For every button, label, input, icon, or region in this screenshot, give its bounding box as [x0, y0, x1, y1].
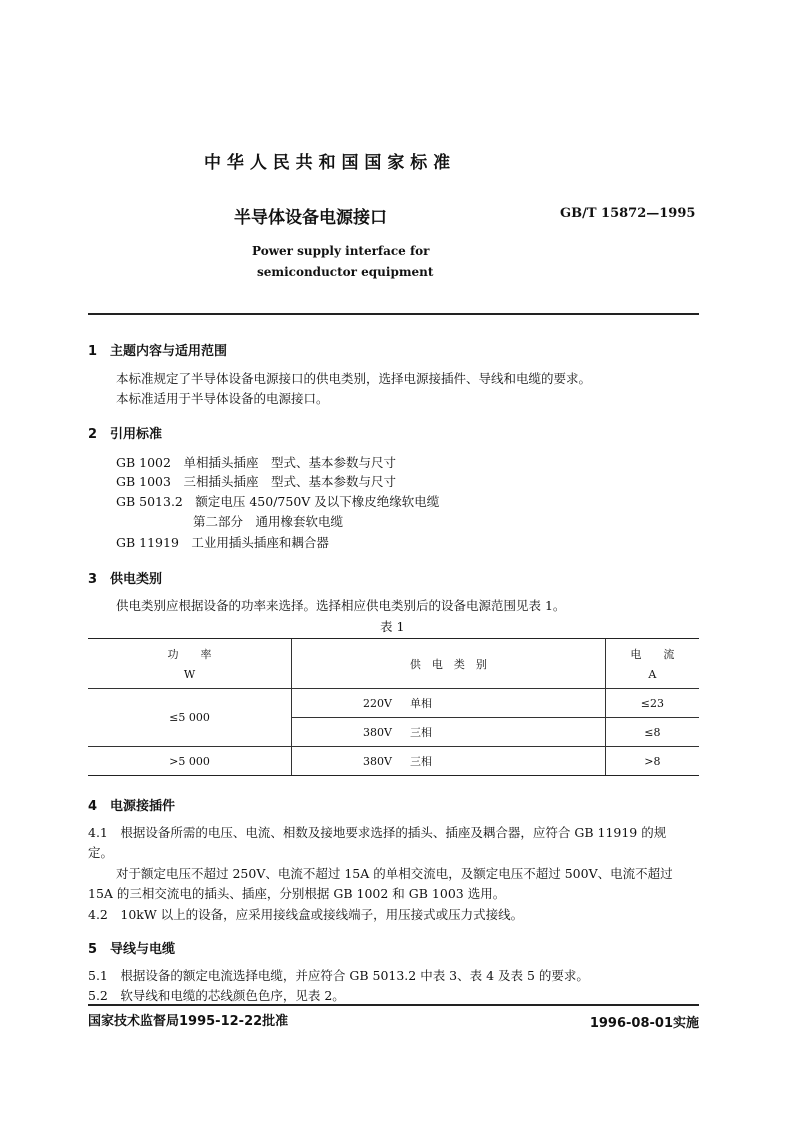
- section-3-para-1: 供电类别应根据设备的功率来选择。选择相应供电类别后的设备电源范围见表 1。: [116, 598, 566, 613]
- table-cell-current: ≤8: [605, 718, 699, 747]
- approval-date: 国家技术监督局1995-12-22批准: [88, 1014, 289, 1029]
- table-cell-voltage: 380V: [292, 718, 403, 747]
- national-standard-title: 中 华 人 民 共 和 国 国 家 标 准: [204, 153, 451, 173]
- section-4-1-line-2: 定。: [88, 845, 114, 860]
- header-divider: [88, 313, 699, 315]
- table-cell-current: ≤23: [605, 689, 699, 718]
- table-cell-phase: 三相: [402, 718, 605, 747]
- section-4-1-line-1: 4.1 根据设备所需的电压、电流、相数及接地要求选择的插头、插座及耦合器，应符合 GB 11919 的规: [88, 825, 667, 840]
- table-cell-phase: 单相: [402, 689, 605, 718]
- table-row: [88, 689, 699, 718]
- table-cell-voltage: 380V: [292, 747, 403, 776]
- section-5-heading: 5 导线与电缆: [88, 942, 176, 957]
- section-4-2: 4.2 10kW 以上的设备，应采用接线盒或接线端子，用压接式或压力式接线。: [88, 907, 524, 922]
- reference-item: 第二部分 通用橡套软电缆: [193, 514, 344, 529]
- section-5-2: 5.2 软导线和电缆的芯线颜色色序，见表 2。: [88, 988, 345, 1003]
- table-cell-power: >5 000: [88, 747, 292, 776]
- table-row: [88, 747, 699, 776]
- section-5-1: 5.1 根据设备的额定电流选择电缆，并应符合 GB 5013.2 中表 3、表 4 及表 5 的要求。: [88, 968, 589, 983]
- table-cell-current: >8: [605, 747, 699, 776]
- table-cell-phase: 三相: [402, 747, 605, 776]
- section-4-heading: 4 电源接插件: [88, 799, 176, 814]
- section-3-heading: 3 供电类别: [88, 572, 163, 587]
- power-supply-table: [88, 638, 699, 776]
- section-1-heading: 1 主题内容与适用范围: [88, 344, 228, 359]
- table-cell-power: ≤5 000: [88, 689, 292, 747]
- table-header-current: 电 流 A: [605, 639, 699, 689]
- table-header-supply: 供 电 类 别: [292, 639, 606, 689]
- standard-code: GB/T 15872—1995: [560, 206, 696, 221]
- standard-title-cn: 半导体设备电源接口: [234, 208, 387, 228]
- section-4-1-line-3: 对于额定电压不超过 250V、电流不超过 15A 的单相交流电，及额定电压不超过 500V、电流不超过: [116, 866, 673, 881]
- effective-date: 1996-08-01实施: [589, 1016, 699, 1031]
- standard-title-en-2: semiconductor equipment: [257, 265, 434, 279]
- section-1-para-2: 本标准适用于半导体设备的电源接口。: [116, 391, 329, 406]
- table-cell-voltage: 220V: [292, 689, 403, 718]
- reference-item: GB 1002 单相插头插座 型式、基本参数与尺寸: [116, 455, 396, 470]
- standard-title-en-1: Power supply interface for: [252, 244, 430, 258]
- reference-item: GB 5013.2 额定电压 450/750V 及以下橡皮绝缘软电缆: [116, 494, 440, 509]
- section-2-heading: 2 引用标准: [88, 427, 163, 442]
- table-header-power: 功 率 W: [88, 639, 292, 689]
- reference-item: GB 11919 工业用插头插座和耦合器: [116, 535, 329, 550]
- section-1-para-1: 本标准规定了半导体设备电源接口的供电类别，选择电源接插件、导线和电缆的要求。: [116, 371, 592, 386]
- table-caption: 表 1: [380, 619, 405, 634]
- reference-item: GB 1003 三相插头插座 型式、基本参数与尺寸: [116, 474, 396, 489]
- footer-divider: [88, 1004, 699, 1006]
- section-4-1-line-4: 15A 的三相交流电的插头、插座，分别根据 GB 1002 和 GB 1003 选用。: [88, 886, 506, 901]
